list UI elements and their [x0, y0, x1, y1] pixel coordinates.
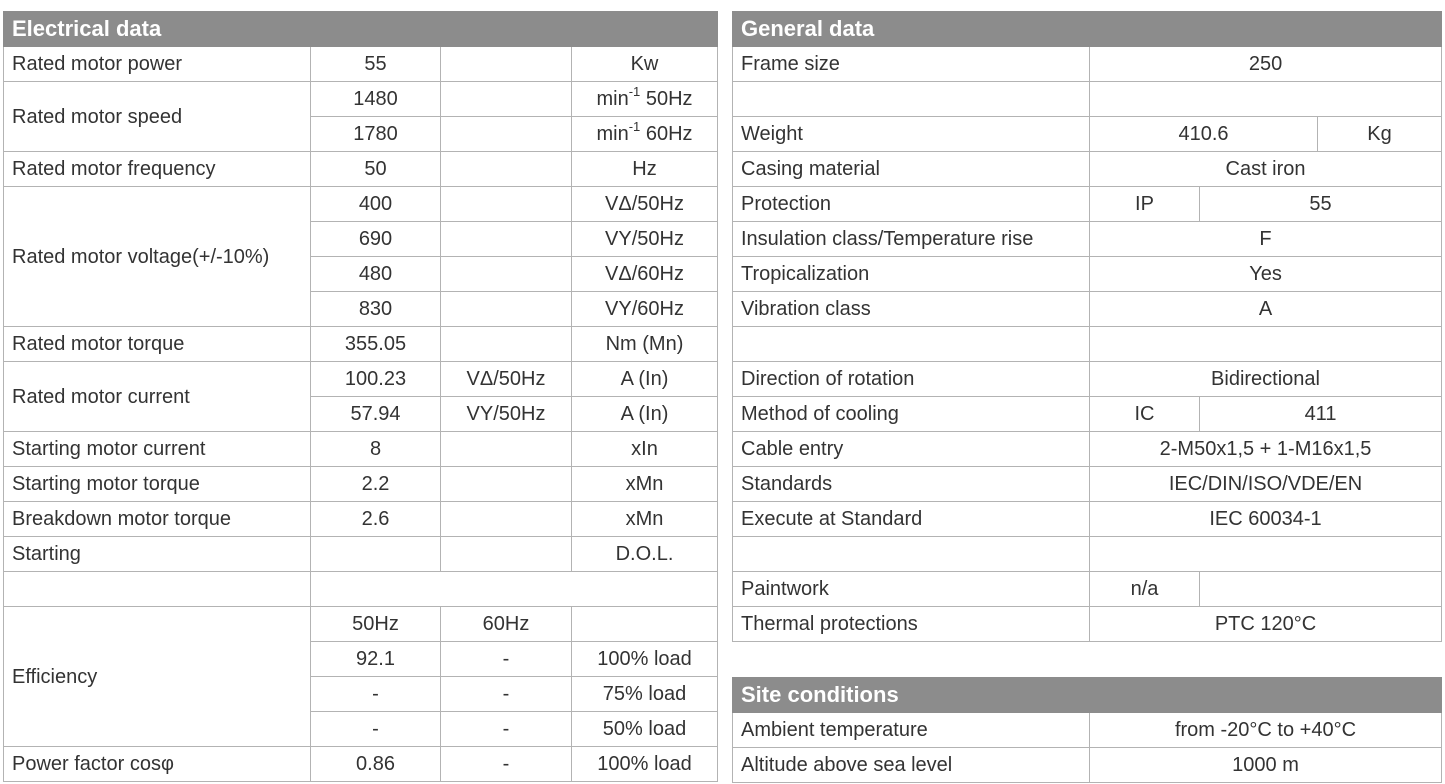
efficiency-col-50hz: 50Hz — [311, 607, 441, 642]
row-unit: Kw — [572, 47, 718, 82]
empty-cell — [441, 327, 572, 362]
row-label: Tropicalization — [733, 257, 1090, 292]
row-value: 250 — [1090, 47, 1442, 82]
table-row — [4, 502, 718, 537]
row-value: PTC 120°C — [1090, 607, 1442, 642]
table-row — [733, 572, 1442, 607]
site-conditions-title: Site conditions — [733, 678, 1442, 713]
row-label: Rated motor speed — [4, 82, 311, 152]
row-value: 57.94 — [311, 397, 441, 432]
row-label: Cable entry — [733, 432, 1090, 467]
row-label: Rated motor voltage(+/-10%) — [4, 187, 311, 327]
row-label: Frame size — [733, 47, 1090, 82]
row-value: 92.1 — [311, 642, 441, 677]
row-label: Starting — [4, 537, 311, 572]
empty-cell — [1200, 572, 1442, 607]
row-value: - — [441, 747, 572, 782]
row-unit: D.O.L. — [572, 537, 718, 572]
row-unit: Nm (Mn) — [572, 327, 718, 362]
table-row — [733, 362, 1442, 397]
row-label: Thermal protections — [733, 607, 1090, 642]
row-label: Rated motor frequency — [4, 152, 311, 187]
row-label: Starting motor torque — [4, 467, 311, 502]
row-value: - — [311, 712, 441, 747]
row-unit: xIn — [572, 432, 718, 467]
row-unit: A (In) — [572, 362, 718, 397]
empty-cell — [1090, 327, 1442, 362]
row-value: 1000 m — [1090, 748, 1442, 783]
row-value: 55 — [311, 47, 441, 82]
row-value: 100.23 — [311, 362, 441, 397]
row-value: 480 — [311, 257, 441, 292]
empty-cell — [441, 432, 572, 467]
empty-cell — [441, 47, 572, 82]
row-label: Vibration class — [733, 292, 1090, 327]
row-label: Breakdown motor torque — [4, 502, 311, 537]
empty-cell — [1090, 82, 1442, 117]
table-row — [4, 82, 718, 117]
row-value: 1780 — [311, 117, 441, 152]
empty-cell — [441, 257, 572, 292]
table-row — [4, 362, 718, 397]
table-row — [4, 467, 718, 502]
empty-cell — [733, 537, 1090, 572]
table-row — [733, 117, 1442, 152]
table-row — [733, 467, 1442, 502]
row-label: Method of cooling — [733, 397, 1090, 432]
row-unit: VΔ/50Hz — [572, 187, 718, 222]
row-unit: xMn — [572, 467, 718, 502]
row-connection: VΔ/50Hz — [441, 362, 572, 397]
table-row — [4, 537, 718, 572]
row-value: Cast iron — [1090, 152, 1442, 187]
table-row — [733, 222, 1442, 257]
row-unit: Hz — [572, 152, 718, 187]
electrical-data-table — [3, 11, 718, 782]
row-unit: xMn — [572, 502, 718, 537]
table-row — [733, 152, 1442, 187]
empty-cell — [311, 572, 718, 607]
row-unit: A (In) — [572, 397, 718, 432]
row-unit: 50% load — [572, 712, 718, 747]
empty-cell — [733, 327, 1090, 362]
row-label: Paintwork — [733, 572, 1090, 607]
row-label: Weight — [733, 117, 1090, 152]
spacer-row — [733, 82, 1442, 117]
row-value: 355.05 — [311, 327, 441, 362]
row-value: 2.6 — [311, 502, 441, 537]
row-unit: 100% load — [572, 642, 718, 677]
row-value: - — [441, 712, 572, 747]
row-value: 2-M50x1,5 + 1-M16x1,5 — [1090, 432, 1442, 467]
row-label: Ambient temperature — [733, 713, 1090, 748]
row-value: 55 — [1200, 187, 1442, 222]
table-row — [733, 292, 1442, 327]
row-label: Execute at Standard — [733, 502, 1090, 537]
row-value: 1480 — [311, 82, 441, 117]
table-row — [733, 397, 1442, 432]
row-value: Bidirectional — [1090, 362, 1442, 397]
row-value: 830 — [311, 292, 441, 327]
empty-cell — [441, 467, 572, 502]
empty-cell — [1090, 537, 1442, 572]
row-label: Power factor cosφ — [4, 747, 311, 782]
row-unit: VΔ/60Hz — [572, 257, 718, 292]
row-label: Starting motor current — [4, 432, 311, 467]
table-row — [4, 432, 718, 467]
row-unit: 100% load — [572, 747, 718, 782]
row-unit: $\min^{-1} 60Hz$ — [572, 117, 718, 152]
empty-cell — [441, 152, 572, 187]
table-row — [733, 257, 1442, 292]
electrical-data-title: Electrical data — [4, 12, 718, 47]
row-value: Yes — [1090, 257, 1442, 292]
empty-cell — [441, 502, 572, 537]
table-row — [4, 607, 718, 642]
row-label: Casing material — [733, 152, 1090, 187]
row-label: Rated motor torque — [4, 327, 311, 362]
row-unit: VY/60Hz — [572, 292, 718, 327]
empty-cell — [441, 187, 572, 222]
row-value: 0.86 — [311, 747, 441, 782]
row-value: IEC/DIN/ISO/VDE/EN — [1090, 467, 1442, 502]
table-row — [733, 607, 1442, 642]
row-value: 400 — [311, 187, 441, 222]
row-value: 50 — [311, 152, 441, 187]
row-value: - — [311, 677, 441, 712]
row-prefix: IP — [1090, 187, 1200, 222]
row-value: A — [1090, 292, 1442, 327]
row-value: IEC 60034-1 — [1090, 502, 1442, 537]
empty-cell — [441, 537, 572, 572]
row-value: n/a — [1090, 572, 1200, 607]
row-label: Direction of rotation — [733, 362, 1090, 397]
row-unit: VY/50Hz — [572, 222, 718, 257]
spacer-row — [733, 537, 1442, 572]
site-conditions-table — [732, 677, 1442, 783]
table-row — [733, 713, 1442, 748]
table-row — [4, 327, 718, 362]
row-value: 410.6 — [1090, 117, 1318, 152]
row-value: - — [441, 642, 572, 677]
empty-cell — [441, 292, 572, 327]
row-label: Efficiency — [4, 607, 311, 747]
row-value: 690 — [311, 222, 441, 257]
table-row — [733, 432, 1442, 467]
table-row — [4, 152, 718, 187]
row-value: 8 — [311, 432, 441, 467]
table-row — [733, 748, 1442, 783]
row-unit: $\min^{-1} 50Hz$ — [572, 82, 718, 117]
table-row — [733, 187, 1442, 222]
empty-cell — [4, 572, 311, 607]
table-row — [733, 502, 1442, 537]
spacer-row — [733, 327, 1442, 362]
row-unit: 75% load — [572, 677, 718, 712]
row-label: Rated motor power — [4, 47, 311, 82]
row-connection: VY/50Hz — [441, 397, 572, 432]
row-value: 411 — [1200, 397, 1442, 432]
empty-cell — [733, 82, 1090, 117]
row-label: Protection — [733, 187, 1090, 222]
empty-cell — [311, 537, 441, 572]
table-row — [4, 47, 718, 82]
row-value: - — [441, 677, 572, 712]
empty-cell — [572, 607, 718, 642]
empty-cell — [441, 117, 572, 152]
empty-cell — [441, 222, 572, 257]
spacer-row — [4, 572, 718, 607]
general-data-title: General data — [733, 12, 1442, 47]
row-label: Insulation class/Temperature rise — [733, 222, 1090, 257]
efficiency-col-60hz: 60Hz — [441, 607, 572, 642]
row-value: 2.2 — [311, 467, 441, 502]
row-value: from -20°C to +40°C — [1090, 713, 1442, 748]
row-prefix: IC — [1090, 397, 1200, 432]
table-row — [733, 47, 1442, 82]
row-value: F — [1090, 222, 1442, 257]
empty-cell — [441, 82, 572, 117]
general-data-table — [732, 11, 1442, 642]
table-row — [4, 187, 718, 222]
row-label: Altitude above sea level — [733, 748, 1090, 783]
row-label: Standards — [733, 467, 1090, 502]
row-unit: Kg — [1318, 117, 1442, 152]
table-row — [4, 747, 718, 782]
row-label: Rated motor current — [4, 362, 311, 432]
